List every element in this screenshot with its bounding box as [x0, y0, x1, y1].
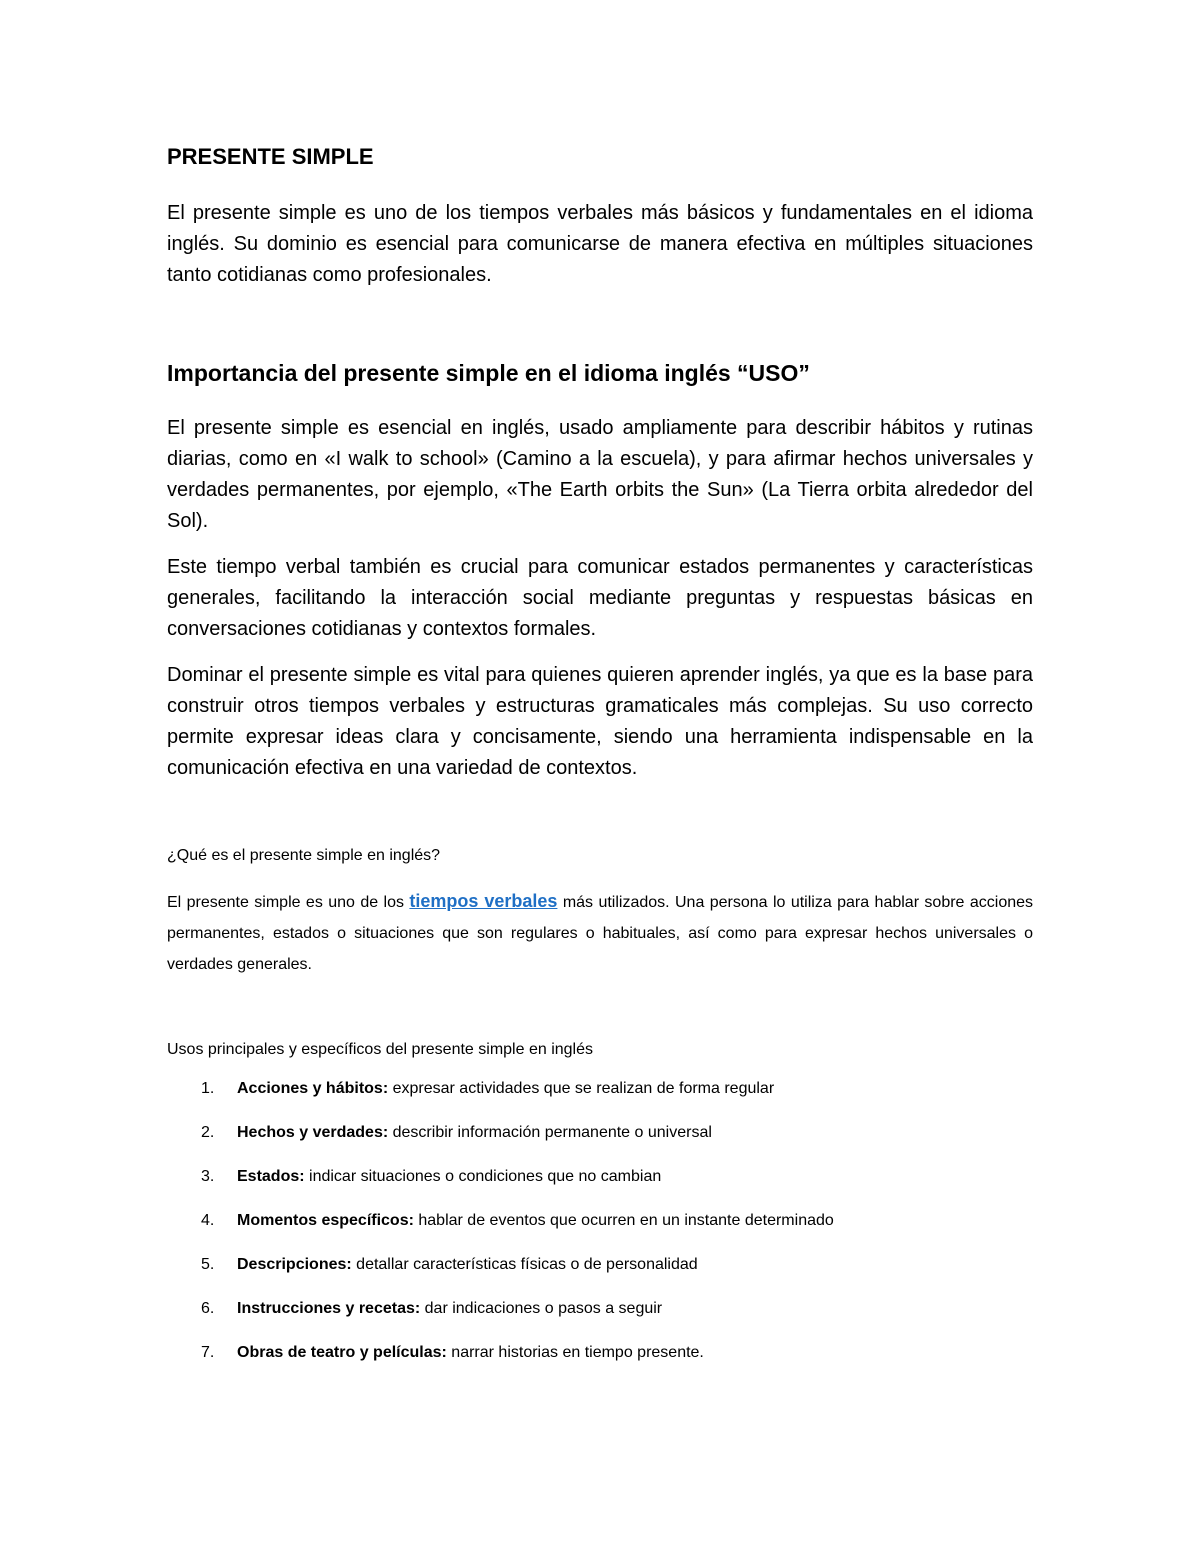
list-item [167, 1164, 1033, 1190]
list-term: Descripciones: [237, 1256, 352, 1273]
list-desc: expresar actividades que se realizan de forma regular [388, 1080, 775, 1097]
list-item [167, 1340, 1033, 1366]
list-number: 3. [201, 1168, 215, 1185]
list-term: Instrucciones y recetas: [237, 1300, 421, 1317]
list-term: Estados: [237, 1168, 305, 1185]
paragraph-2: Este tiempo verbal también es crucial para comunicar estados permanentes y características generales, facilitando la interacción social mediante preguntas y respuestas básicas en conversaciones cotidianas y contextos formales. [167, 556, 1033, 640]
list-term: Hechos y verdades: [237, 1124, 389, 1141]
list-item [167, 1252, 1033, 1278]
definition-text-after: más utilizados. Una persona lo utiliza para hablar sobre acciones permanentes, estados o situaciones que son regulares o habituales, así como para expresar hechos universales o verdades generales. [167, 894, 1034, 973]
paragraph-1: El presente simple es esencial en inglés, usado ampliamente para describir hábitos y rutinas diarias, como en «I walk to school» (Camino a la escuela), y para afirmar hechos universales y verdades permanentes, por ejemplo, «The Earth orbits the Sun» (La Tierra orbita alrededor del Sol). [167, 417, 1033, 532]
paragraph-3: Dominar el presente simple es vital para quienes quieren aprender inglés, ya que es la base para construir otros tiempos verbales y estructuras gramaticales más complejas. Su uso correcto permite expresar ideas clara y concisamente, siendo una herramienta indispensable en la comunicación efectiva en una variedad de contextos. [167, 664, 1033, 779]
list-number: 2. [201, 1124, 215, 1141]
list-item [167, 1296, 1033, 1322]
list-number: 6. [201, 1300, 215, 1317]
list-item [167, 1076, 1033, 1102]
definition-paragraph [167, 886, 1033, 980]
list-desc: detallar características físicas o de personalidad [351, 1256, 698, 1273]
usos-list [167, 1076, 1033, 1366]
list-number: 4. [201, 1212, 215, 1229]
intro-paragraph: El presente simple es uno de los tiempos verbales más básicos y fundamentales en el idioma inglés. Su dominio es esencial para comunicarse de manera efectiva en múltiples situaciones tanto cotidianas como profesionales. [167, 202, 1033, 286]
list-number: 7. [201, 1344, 215, 1361]
list-desc: indicar situaciones o condiciones que no cambian [304, 1168, 662, 1185]
list-item [167, 1208, 1033, 1234]
list-term: Obras de teatro y películas: [237, 1344, 447, 1361]
definition-text-before: El presente simple es uno de los [167, 894, 410, 911]
page-title: PRESENTE SIMPLE [167, 144, 374, 169]
list-term: Momentos específicos: [237, 1212, 414, 1229]
section-heading: Importancia del presente simple en el idioma inglés “USO” [167, 360, 810, 386]
list-desc: hablar de eventos que ocurren en un instante determinado [413, 1212, 834, 1229]
list-desc: describir información permanente o universal [388, 1124, 712, 1141]
question-heading: ¿Qué es el presente simple en inglés? [167, 847, 441, 864]
list-desc: narrar historias en tiempo presente. [446, 1344, 704, 1361]
list-desc: dar indicaciones o pasos a seguir [420, 1300, 663, 1317]
tiempos-verbales-link[interactable]: tiempos verbales [409, 891, 558, 911]
document-body [167, 142, 1033, 1384]
list-term: Acciones y hábitos: [237, 1080, 389, 1097]
list-number: 5. [201, 1256, 215, 1273]
usos-heading: Usos principales y específicos del presente simple en inglés [167, 1041, 593, 1058]
list-item [167, 1120, 1033, 1146]
list-number: 1. [201, 1080, 215, 1097]
